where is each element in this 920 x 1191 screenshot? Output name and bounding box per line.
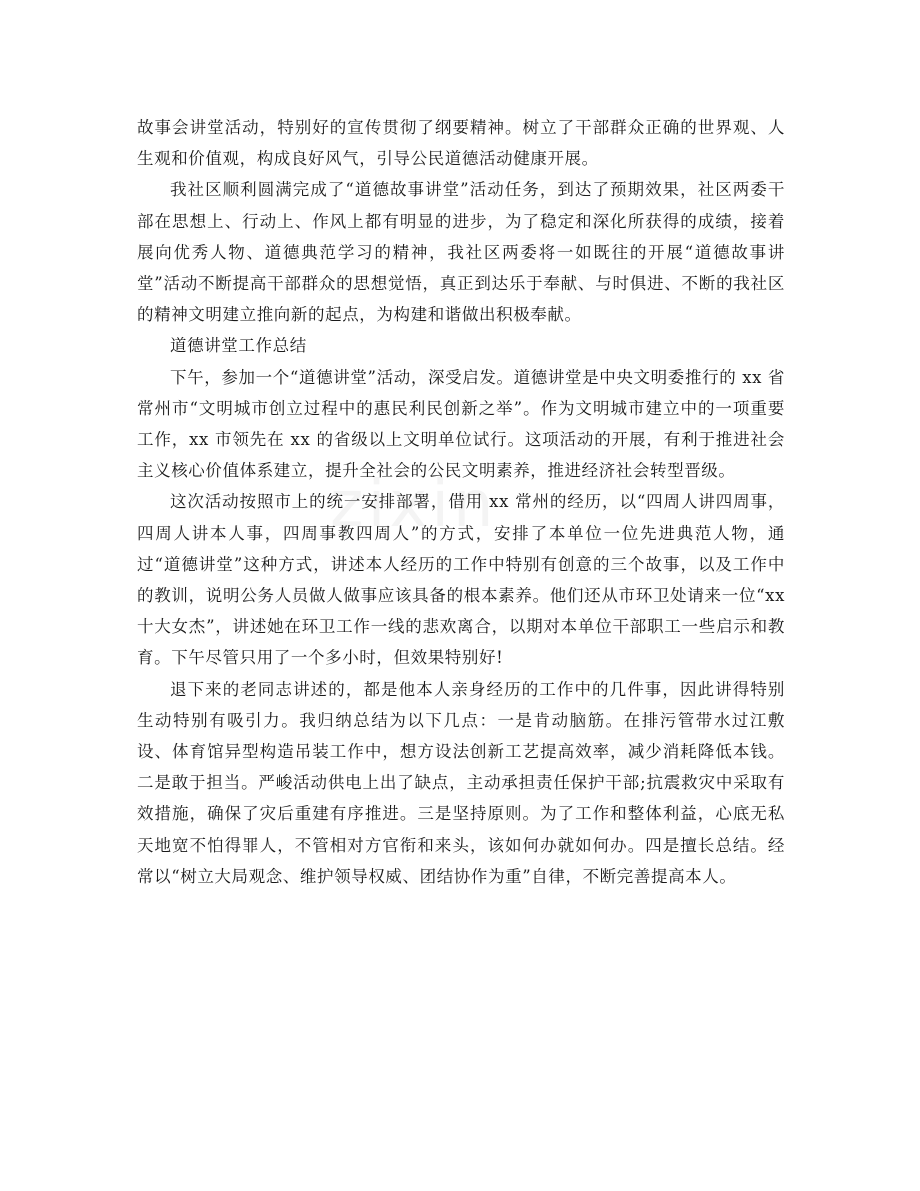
paragraph-3: 下午，参加一个“道德讲堂”活动，深受启发。道德讲堂是中央文明委推行的 xx 省常州市“文明城市创立过程中的惠民利民创新之举”。作为文明城市建立中的一项重要工作，xx 市领先在 xx 的省级以上文明单位试行。这项活动的开展，有利于推进社会主义核心价值体系建立，提升全社会的公民文明素养，推进经济社会转型晋级。: [137, 367, 785, 481]
section-heading: 道德讲堂工作总结: [170, 336, 307, 356]
paragraph-2: 我社区顺利圆满完成了“道德故事讲堂”活动任务，到达了预期效果，社区两委干部在思想上、行动上、作风上都有明显的进步，为了稳定和深化所获得的成绩，接着展向优秀人物、道德典范学习的精神，我社区两委将一如既往的开展“道德故事讲堂”活动不断提高干部群众的思想觉悟，真正到达乐于奉献、与时俱进、不断的我社区的精神文明建立推向新的起点，为构建和谐做出积极奉献。: [137, 180, 785, 325]
document-body: [137, 112, 785, 892]
paragraph-4: 这次活动按照市上的统一安排部署，借用 xx 常州的经历，以“四周人讲四周事，四周人讲本人事，四周事教四周人”的方式，安排了本单位一位先进典范人物，通过“道德讲堂”这种方式，讲述本人经历的工作中特别有创意的三个故事，以及工作中的教训，说明公务人员做人做事应该具备的根本素养。他们还从市环卫处请来一位“xx 十大女杰”，讲述她在环卫工作一线的悲欢离合，以期对本单位干部职工一些启示和教育。下午尽管只用了一个多小时，但效果特别好!: [137, 492, 785, 668]
paragraph-1: 故事会讲堂活动，特别好的宣传贯彻了纲要精神。树立了干部群众正确的世界观、人生观和价值观，构成良好风气，引导公民道德活动健康开展。: [137, 118, 785, 169]
paragraph-5: 退下来的老同志讲述的，都是他本人亲身经历的工作中的几件事，因此讲得特别生动特别有吸引力。我归纳总结为以下几点：一是肯动脑筋。在排污管带水过江敷设、体育馆异型构造吊装工作中，想方设法创新工艺提高效率，减少消耗降低本钱。二是敢于担当。严峻活动供电上出了缺点，主动承担责任保护干部;抗震救灾中采取有效措施，确保了灾后重建有序推进。三是坚持原则。为了工作和整体利益，心底无私天地宽不怕得罪人，不管相对方官衔和来头，该如何办就如何办。四是擅长总结。经常以“树立大局观念、维护领导权威、团结协作为重”自律，不断完善提高本人。: [137, 679, 785, 886]
